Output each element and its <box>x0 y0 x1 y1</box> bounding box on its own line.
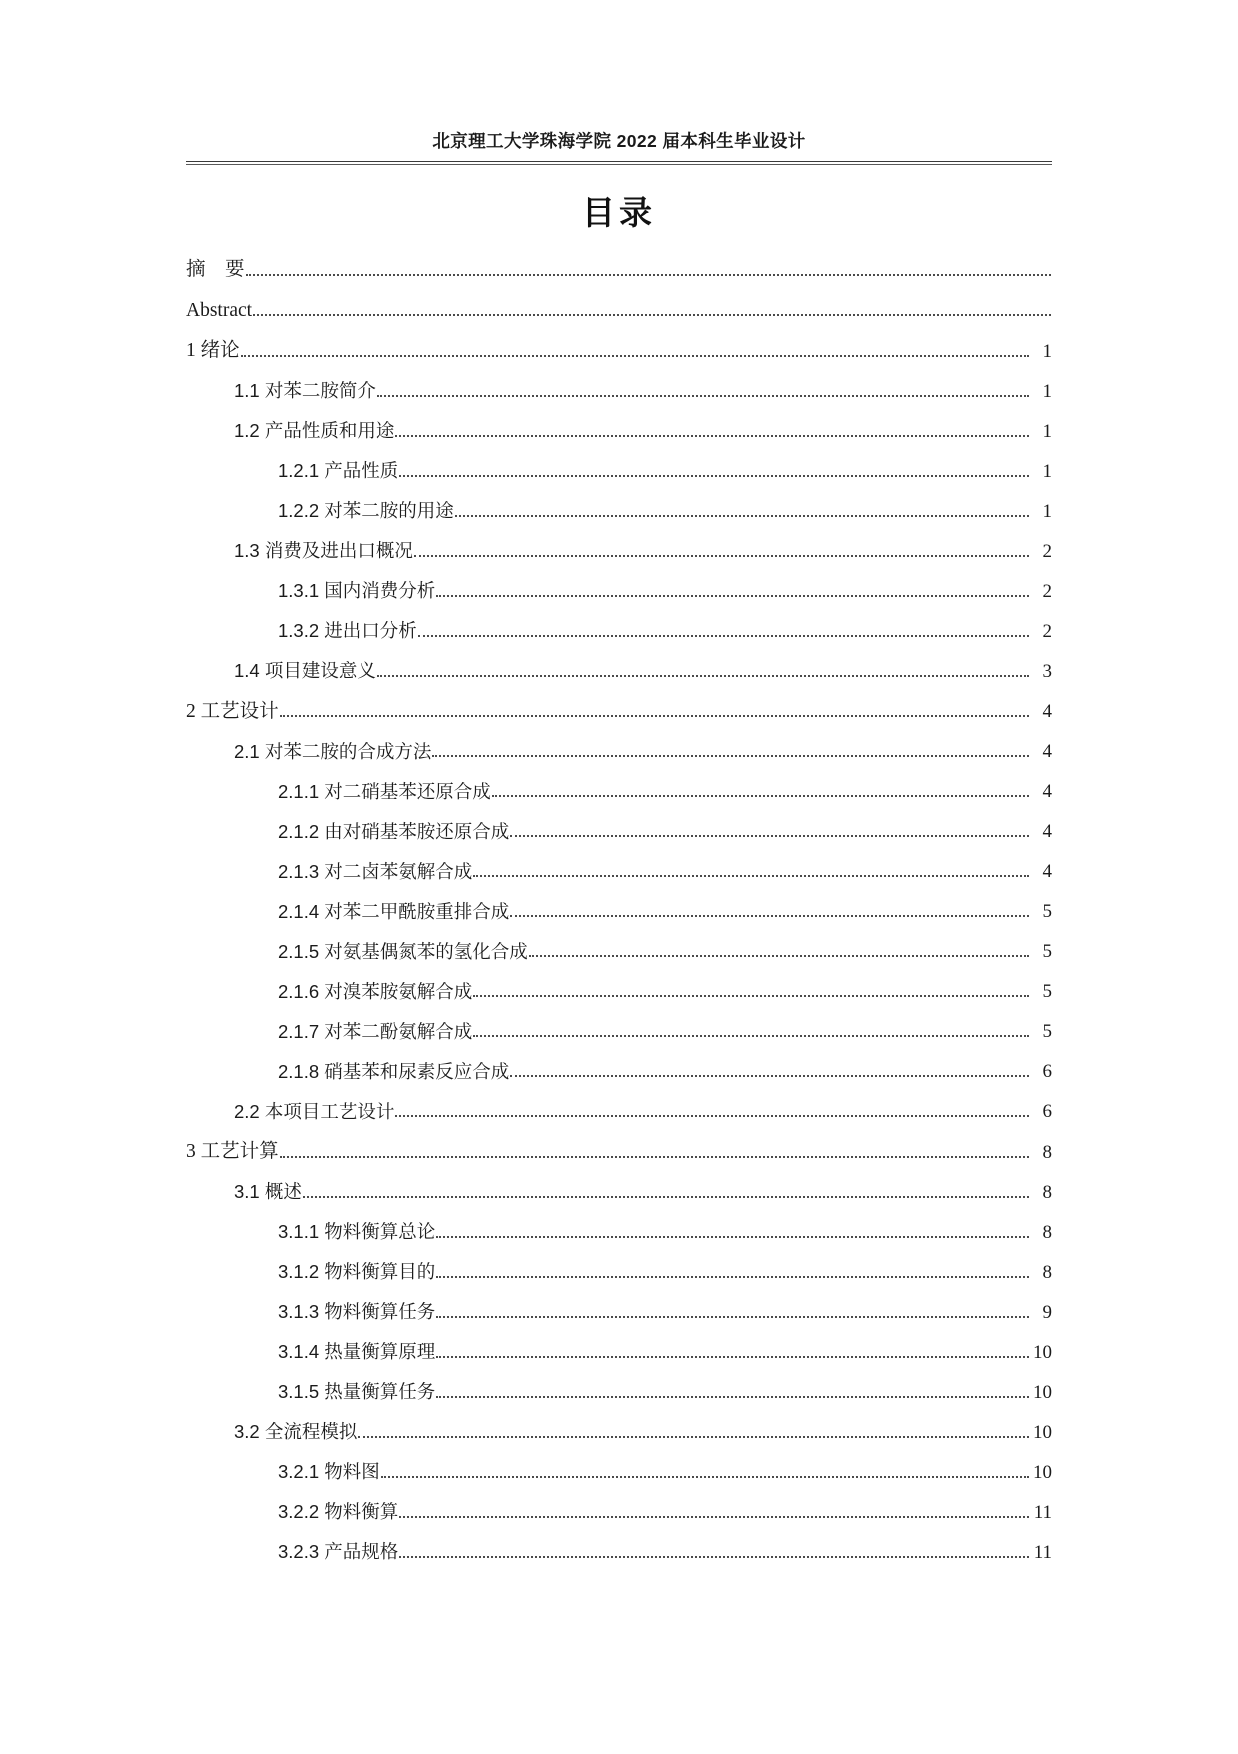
toc-page-number: 3 <box>1042 660 1052 682</box>
toc-leader-dots <box>432 755 1029 757</box>
toc-page-number: 8 <box>1042 1141 1052 1163</box>
toc-entry-label: 2.1.4 对苯二甲酰胺重排合成 <box>278 900 510 922</box>
toc-entry[interactable] <box>186 772 1052 812</box>
toc-leader-dots <box>399 1556 1029 1558</box>
toc-page-number: 8 <box>1042 1181 1052 1203</box>
toc-entry[interactable] <box>186 491 1052 531</box>
toc-leader-dots <box>241 355 1029 357</box>
toc-page-number: 11 <box>1033 1541 1052 1563</box>
toc-page-number: 1 <box>1042 380 1052 402</box>
toc-page-number: 4 <box>1042 861 1052 883</box>
toc-leader-dots <box>455 515 1029 517</box>
toc-entry[interactable] <box>186 1332 1052 1372</box>
toc-entry-label: 3.1.2 物料衡算目的 <box>278 1261 436 1283</box>
toc-leader-dots <box>473 995 1029 997</box>
toc-leader-dots <box>436 1236 1029 1238</box>
toc-page-number: 1 <box>1042 460 1052 482</box>
toc-entry-label: 3.1.5 热量衡算任务 <box>278 1381 436 1403</box>
toc-entry-label: 1.1 对苯二胺简介 <box>234 380 376 402</box>
toc-entry[interactable] <box>186 611 1052 651</box>
toc-page-number: 1 <box>1042 500 1052 522</box>
toc-entry[interactable] <box>186 1532 1052 1572</box>
toc-entry-label: 1 绪论 <box>186 340 240 362</box>
toc-entry-label: 2.1.6 对溴苯胺氨解合成 <box>278 980 473 1002</box>
page-body <box>186 130 1052 1572</box>
toc-leader-dots <box>414 555 1029 557</box>
toc-page-number: 2 <box>1042 580 1052 602</box>
toc-leader-dots <box>395 435 1029 437</box>
toc-entry[interactable] <box>186 250 1052 291</box>
toc-leader-dots <box>377 395 1029 397</box>
toc-leader-dots <box>473 875 1029 877</box>
toc-entry[interactable] <box>186 1212 1052 1252</box>
toc-page-number: 5 <box>1042 941 1052 963</box>
toc-leader-dots <box>399 1516 1029 1518</box>
toc-page-number: 9 <box>1042 1301 1052 1323</box>
toc-entry[interactable] <box>186 1412 1052 1452</box>
toc-entry[interactable] <box>186 892 1052 932</box>
toc-entry[interactable] <box>186 812 1052 852</box>
toc-page-number: 1 <box>1042 420 1052 442</box>
running-header: 北京理工大学珠海学院 2022 届本科生毕业设计 <box>432 131 806 151</box>
toc-entry-label: 3.2.2 物料衡算 <box>278 1501 399 1523</box>
toc-entry[interactable] <box>186 531 1052 571</box>
toc-page-number: 5 <box>1042 1021 1052 1043</box>
toc-page-number: 4 <box>1042 781 1052 803</box>
toc-leader-dots <box>436 1276 1029 1278</box>
toc-leader-dots <box>280 1156 1029 1158</box>
toc-entry[interactable] <box>186 972 1052 1012</box>
toc-leader-dots <box>377 675 1029 677</box>
toc-entry[interactable] <box>186 1092 1052 1132</box>
toc-leader-dots <box>436 1356 1029 1358</box>
toc-entry[interactable] <box>186 852 1052 892</box>
toc-page-number: 8 <box>1042 1221 1052 1243</box>
toc-page-number: 10 <box>1033 1381 1052 1403</box>
toc-page-number: 4 <box>1042 821 1052 843</box>
toc-entry-label: 2.1.2 由对硝基苯胺还原合成 <box>278 820 510 842</box>
toc-page-number: 5 <box>1042 901 1052 923</box>
toc-entry[interactable] <box>186 1292 1052 1332</box>
page-title: 目录 <box>582 195 656 232</box>
toc-entry[interactable] <box>186 1452 1052 1492</box>
toc-entry-label: 2.1.8 硝基苯和尿素反应合成 <box>278 1060 510 1082</box>
toc-page-number: 4 <box>1042 741 1052 763</box>
toc-entry-label: 1.2.1 产品性质 <box>278 460 399 482</box>
toc-entry[interactable] <box>186 1492 1052 1532</box>
toc-entry-label: 2.1.5 对氨基偶氮苯的氢化合成 <box>278 940 528 962</box>
toc-entry[interactable] <box>186 411 1052 451</box>
toc-leader-dots <box>303 1196 1029 1198</box>
toc-leader-dots <box>510 1075 1029 1077</box>
toc-leader-dots <box>529 955 1029 957</box>
toc-leader-dots <box>510 915 1029 917</box>
toc-leader-dots <box>436 1316 1029 1318</box>
toc-entry[interactable] <box>186 290 1052 331</box>
toc-entry[interactable] <box>186 1372 1052 1412</box>
toc-entry[interactable] <box>186 451 1052 491</box>
toc-entry[interactable] <box>186 331 1052 372</box>
toc-entry-label: 3.2 全流程模拟 <box>234 1421 358 1443</box>
toc-entry-label: 2.1.3 对二卤苯氨解合成 <box>278 860 473 882</box>
toc-leader-dots <box>418 635 1029 637</box>
toc-entry-label: Abstract <box>186 299 253 321</box>
toc-entry-label: 3.1.4 热量衡算原理 <box>278 1341 436 1363</box>
toc-page-number: 2 <box>1042 620 1052 642</box>
toc-entry[interactable] <box>186 371 1052 411</box>
toc-page-number: 8 <box>1042 1261 1052 1283</box>
toc-entry[interactable] <box>186 1172 1052 1212</box>
toc-entry-label: 3.1.1 物料衡算总论 <box>278 1221 436 1243</box>
toc-entry-label: 2.2 本项目工艺设计 <box>234 1100 395 1122</box>
toc-entry-label: 2.1.7 对苯二酚氨解合成 <box>278 1020 473 1042</box>
toc-entry-label: 3 工艺计算 <box>186 1141 279 1163</box>
table-of-contents <box>186 250 1052 1573</box>
toc-entry-label: 摘 要 <box>186 259 245 281</box>
toc-page-number: 4 <box>1042 701 1052 723</box>
toc-leader-dots <box>436 595 1029 597</box>
toc-page-number: 6 <box>1042 1061 1052 1083</box>
toc-page-number: 11 <box>1033 1501 1052 1523</box>
toc-leader-dots <box>510 835 1029 837</box>
header-rule-top <box>186 161 1052 162</box>
toc-entry[interactable] <box>186 732 1052 772</box>
toc-entry-label: 1.2.2 对苯二胺的用途 <box>278 500 454 522</box>
toc-entry-label: 1.3.2 进出口分析 <box>278 620 417 642</box>
toc-entry[interactable] <box>186 1052 1052 1092</box>
toc-entry-label: 3.2.3 产品规格 <box>278 1541 399 1563</box>
toc-entry[interactable] <box>186 1132 1052 1173</box>
toc-page-number: 6 <box>1042 1101 1052 1123</box>
toc-entry-label: 2.1.1 对二硝基苯还原合成 <box>278 780 491 802</box>
toc-leader-dots <box>358 1436 1029 1438</box>
toc-page-number: 2 <box>1042 540 1052 562</box>
toc-entry-label: 2 工艺设计 <box>186 700 279 722</box>
toc-entry[interactable] <box>186 1012 1052 1052</box>
toc-page-number: 10 <box>1033 1461 1052 1483</box>
toc-page-number: 10 <box>1033 1341 1052 1363</box>
toc-leader-dots <box>381 1476 1029 1478</box>
toc-entry[interactable] <box>186 1252 1052 1292</box>
toc-leader-dots <box>246 274 1051 276</box>
toc-leader-dots <box>253 314 1051 316</box>
toc-entry-label: 1.4 项目建设意义 <box>234 660 376 682</box>
toc-entry-label: 2.1 对苯二胺的合成方法 <box>234 740 432 762</box>
toc-page-number: 1 <box>1042 340 1052 362</box>
toc-entry-label: 3.1 概述 <box>234 1181 302 1203</box>
toc-entry[interactable] <box>186 651 1052 691</box>
toc-leader-dots <box>280 715 1029 717</box>
toc-leader-dots <box>436 1396 1029 1398</box>
toc-leader-dots <box>399 475 1029 477</box>
toc-entry[interactable] <box>186 932 1052 972</box>
toc-entry-label: 1.3 消费及进出口概况 <box>234 540 413 562</box>
toc-page-number: 10 <box>1033 1421 1052 1443</box>
header-rule-bottom <box>186 164 1052 165</box>
toc-leader-dots <box>395 1115 1029 1117</box>
toc-leader-dots <box>473 1035 1029 1037</box>
toc-entry-label: 3.1.3 物料衡算任务 <box>278 1301 436 1323</box>
toc-entry[interactable] <box>186 691 1052 732</box>
toc-entry-label: 1.3.1 国内消费分析 <box>278 580 436 602</box>
toc-entry-label: 3.2.1 物料图 <box>278 1461 380 1483</box>
toc-page-number: 5 <box>1042 981 1052 1003</box>
toc-entry-label: 1.2 产品性质和用途 <box>234 420 395 442</box>
toc-entry[interactable] <box>186 571 1052 611</box>
toc-leader-dots <box>492 795 1029 797</box>
